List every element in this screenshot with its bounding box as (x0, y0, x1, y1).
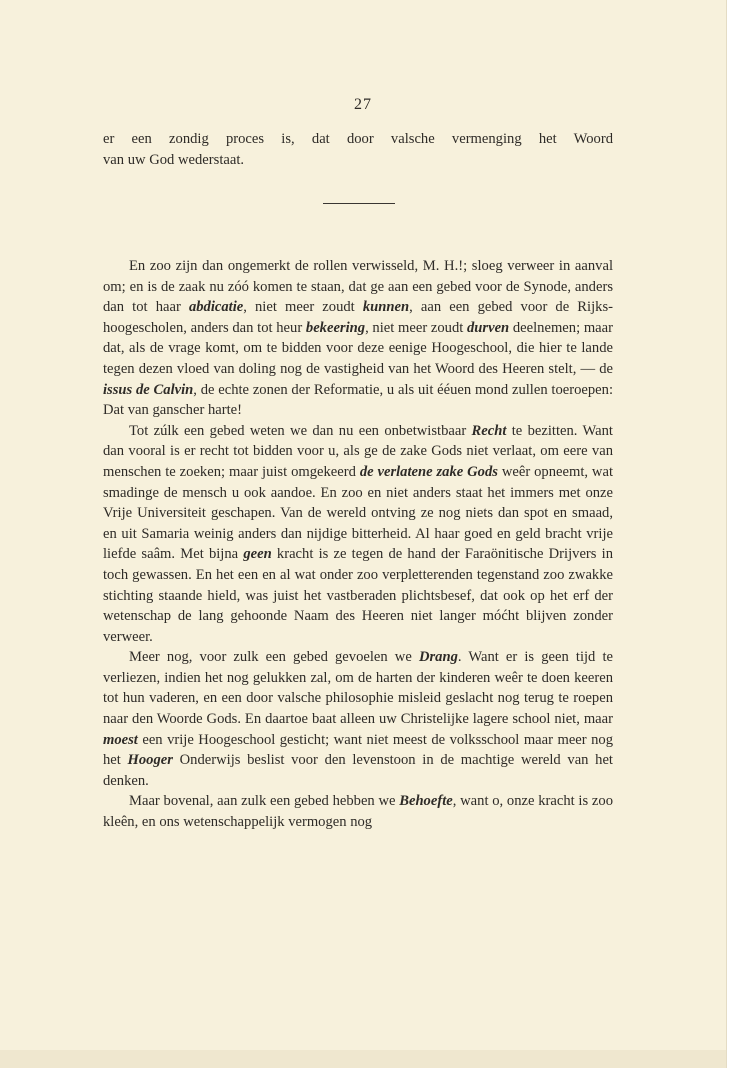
paragraph-3: Meer nog, voor zulk een gebed gevoelen we Drang. Want er is geen tijd te verliezen, indien het nog gelukken zal, om de harten der kinderen weêr te doen keeren tot hun vaderen, en een door valsche philosophie misleid geslacht nog terug te roepen naar den Woorde Gods. En daartoe baat alleen uw Christelijke lagere school niet, maar moest een vrije Hoogeschool gesticht; want niet meest de volksschool maar meer nog het Hooger Onderwijs beslist voor den levenstoon in de machtige wereld van het denken. (103, 649, 614, 789)
paragraph-4: Maar bovenal, aan zulk een gebed hebben we Behoefte, want o, onze kracht is zoo kleên, en ons wetenschappelijk vermogen nog (103, 793, 613, 831)
intro-text (103, 129, 613, 171)
intro-line-1: er een zondig proces is, dat door valsche vermenging het Woord (103, 131, 613, 147)
section-divider (323, 203, 395, 204)
page-number: 27 (354, 96, 372, 113)
body-text (103, 256, 613, 833)
paragraph-1: En zoo zijn dan ongemerkt de rollen verwisseld, M. H.!; sloeg verweer in aanval om; en is de zaak nu zóó komen te staan, dat ge aan een gebed voor de Synode, anders dan tot haar abdicatie, niet meer zoudt kunnen, aan een gebed voor de Rijks-hoogescholen, anders dan tot heur bekeering, niet meer zoudt durven deelnemen; maar dat, als de vrage komt, om te bidden voor deze eenige Hoogeschool, die hier te lande tegen dezen vloed van doling nog de vastigheid van het Woord des Heeren stelt, — de issus de Calvin, de echte zonen der Reformatie, u als uit ééuen mond zullen toeroepen: Dat van ganscher harte! (103, 258, 613, 419)
paragraph-2: Tot zúlk een gebed weten we dan nu een onbetwistbaar Recht te bezitten. Want dan vooral is er recht tot bidden voor u, als ge de zake Gods niet verlaat, om eere van menschen te zoeken; maar juist omgekeerd de verlatene zake Gods weêr opneemt, wat smadinge de mensch u ook aandoe. En zoo en niet anders staat het immers met onze Vrije Universiteit geschapen. Van de wereld ontving ze nog niets dan spot en smaad, en uit Samaria weinig anders dan nijdige bitterheid. Al haar goed en geld bracht vrije liefde saâm. Met bijna geen kracht is ze tegen de hand der Faraönitische Drijvers in toch gewassen. En het een en al wat onder zoo verpletterenden tegenstand zoo zwakke stichting staande hield, was juist het vastberaden plichtsbesef, dat ook op het erf der wetenschap de lang gehoonde Naam des Heeren niet langer móćht blijven zonder verweer. (103, 422, 614, 645)
page-bottom-edge (0, 1050, 726, 1068)
intro-line-2: van uw God wederstaat. (103, 152, 245, 168)
